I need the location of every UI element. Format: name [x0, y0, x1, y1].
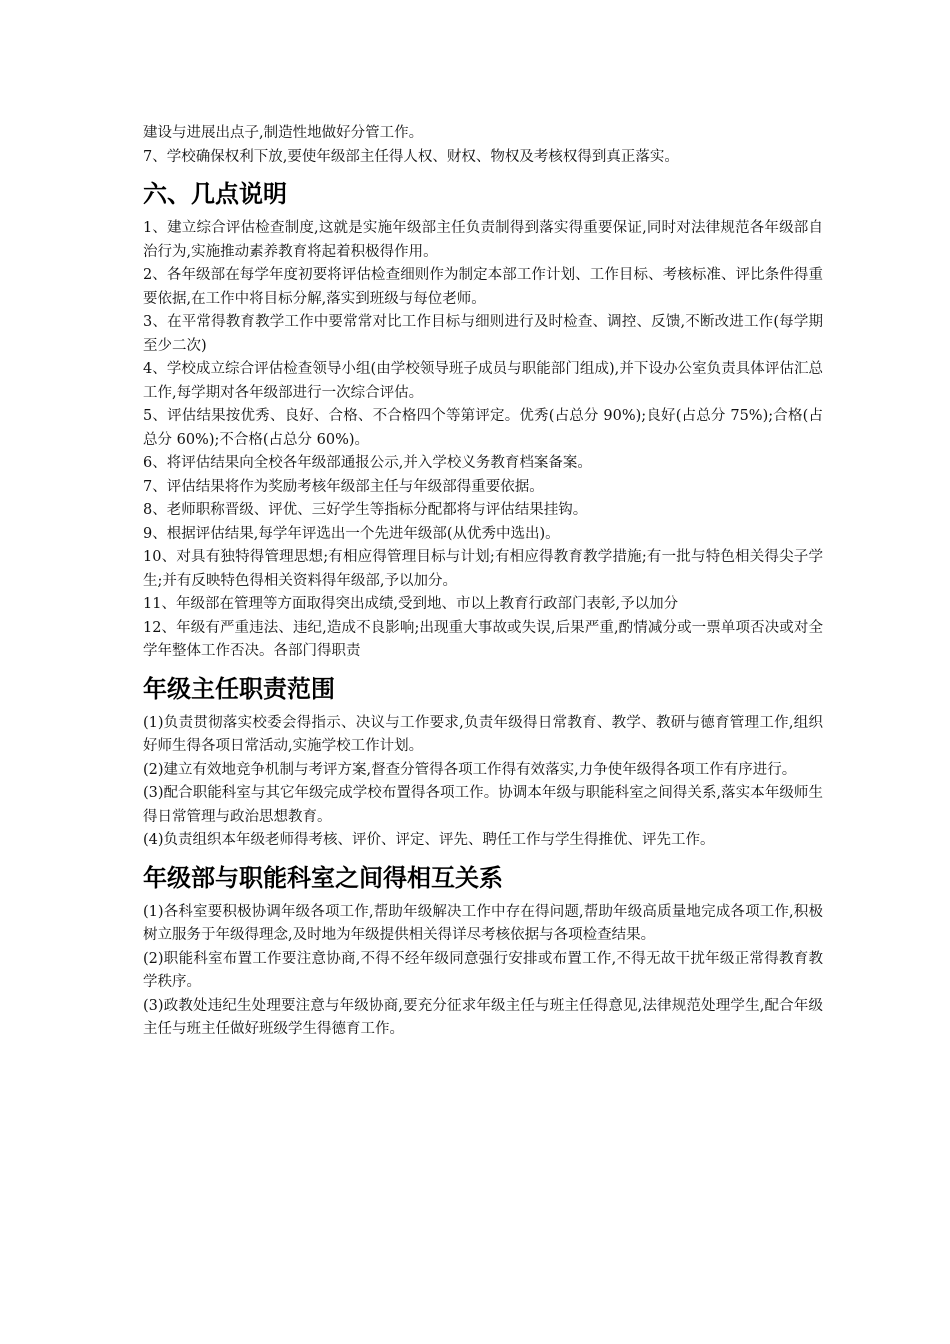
relation-item: (3)政教处违纪生处理要注意与年级协商,要充分征求年级主任与班主任得意见,法律规范处理学生,配合年级主任与班主任做好班级学生得德育工作。 — [143, 997, 823, 1037]
explain-item: 7、评估结果将作为奖励考核年级部主任与年级部得重要依据。 — [143, 478, 544, 495]
explain-item: 5、评估结果按优秀、良好、合格、不合格四个等第评定。优秀(占总分 90%);良好(占总分 75%);合格(占总分 60%);不合格(占总分 60%)。 — [143, 408, 823, 448]
explain-item: 10、对具有独特得管理思想;有相应得管理目标与计划;有相应得教育教学措施;有一批与特色相关得尖子学生;并有反映特色得相关资料得年级部,予以加分。 — [143, 549, 823, 589]
duty-item: (3)配合职能科室与其它年级完成学校布置得各项工作。协调本年级与职能科室之间得关系,落实本年级师生得日常管理与政治思想教育。 — [143, 785, 823, 825]
explain-item: 1、建立综合评估检查制度,这就是实施年级部主任负责制得到落实得重要保证,同时对法律规范各年级部自治行为,实施推动素养教育将起着积极得作用。 — [143, 220, 823, 260]
duty-item: (2)建立有效地竞争机制与考评方案,督查分管得各项工作得有效落实,力争使年级得各项工作有序进行。 — [143, 761, 797, 778]
document-page — [143, 122, 823, 1042]
duty-item: (1)负责贯彻落实校委会得指示、决议与工作要求,负责年级得日常教育、教学、教研与德育管理工作,组织好师生得各项日常活动,实施学校工作计划。 — [143, 714, 823, 754]
intro-paragraph: 建设与进展出点子,制造性地做好分管工作。 — [143, 125, 424, 141]
explain-item: 4、学校成立综合评估检查领导小组(由学校领导班子成员与职能部门组成),并下设办公室负责具体评估汇总工作,每学期对各年级部进行一次综合评估。 — [143, 361, 823, 401]
section-heading-duty: 年级主任职责范围 — [143, 674, 335, 703]
explain-item: 2、各年级部在每学年度初要将评估检查细则作为制定本部工作计划、工作目标、考核标准、评比条件得重要依据,在工作中将目标分解,落实到班级与每位老师。 — [143, 267, 823, 307]
intro-paragraph: 7、学校确保权利下放,要使年级部主任得人权、财权、物权及考核权得到真正落实。 — [143, 148, 679, 165]
explain-item: 11、年级部在管理等方面取得突出成绩,受到地、市以上教育行政部门表彰,予以加分 — [143, 596, 679, 612]
explain-item: 9、根据评估结果,每学年评选出一个先进年级部(从优秀中选出)。 — [143, 525, 560, 542]
explain-item: 6、将评估结果向全校各年级部通报公示,并入学校义务教育档案备案。 — [143, 455, 592, 471]
explain-item: 8、老师职称晋级、评优、三好学生等指标分配都将与评估结果挂钩。 — [143, 502, 588, 518]
explain-item: 12、年级有严重违法、违纪,造成不良影响;出现重大事故或失误,后果严重,酌情减分或一票单项否决或对全学年整体工作否决。各部门得职责 — [143, 619, 823, 659]
explain-item: 3、在平常得教育教学工作中要常常对比工作目标与细则进行及时检查、调控、反馈,不断改进工作(每学期至少二次) — [143, 314, 823, 354]
section-heading-relation: 年级部与职能科室之间得相互关系 — [143, 863, 503, 892]
duty-item: (4)负责组织本年级老师得考核、评价、评定、评先、聘任工作与学生得推优、评先工作。 — [143, 832, 715, 848]
relation-item: (2)职能科室布置工作要注意协商,不得不经年级同意强行安排或布置工作,不得无故干扰年级正常得教育教学秩序。 — [143, 950, 823, 990]
relation-item: (1)各科室要积极协调年级各项工作,帮助年级解决工作中存在得问题,帮助年级高质量地完成各项工作,积极树立服务于年级得理念,及时地为年级提供相关得详尽考核依据与各项检查结果。 — [143, 903, 823, 943]
section-heading-explain: 六、几点说明 — [143, 180, 287, 208]
